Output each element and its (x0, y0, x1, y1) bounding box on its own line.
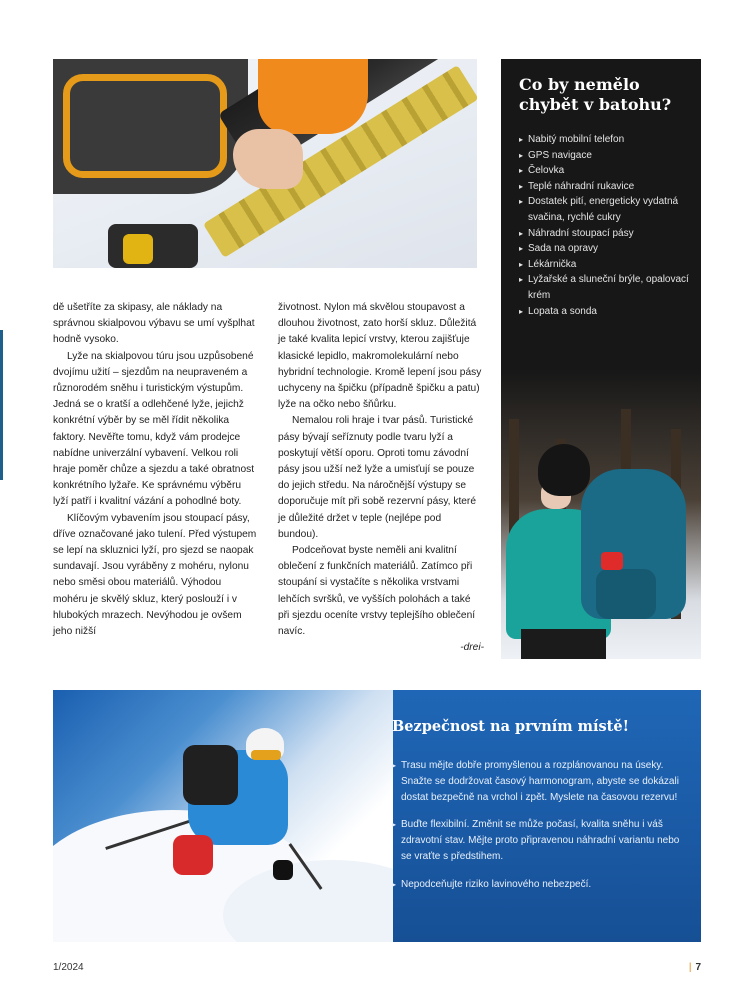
article-paragraph: Klíčovým vybavením jsou stoupací pásy, dříve označované jako tulení. Před výstupem se lepí na skluznici lyží, pro sjezd se naopak sundavají. Jsou vyráběny z mohéru, nylonu nebo směsi obou materiálů. Výhodou mohéru je skvělý skluz, který poslouží i v hlubokých mrazech. Nevýhodou je ovšem jeho nižší (53, 512, 257, 638)
backpack-checklist-box (501, 59, 701, 659)
photo-hiker-forest (501, 369, 701, 659)
photo-hiker-legs (521, 629, 606, 659)
checklist-item: ▸ Nabitý mobilní telefon (519, 132, 697, 148)
photo-backpack-pocket (596, 569, 656, 619)
safety-list (392, 758, 692, 905)
checklist-item: ▸ Dostatek pití, energeticky vydatná svačina, rychlé cukry (519, 194, 697, 225)
photo-orange-sleeve (258, 59, 368, 134)
author-signature: -drei- (460, 642, 484, 654)
checklist-item: ▸ Lékárnička (519, 257, 697, 273)
checklist-item: ▸ Lopata a sonda (519, 304, 697, 320)
article-column-2 (278, 300, 484, 656)
photo-hand (233, 129, 303, 189)
photo-skier-descent (53, 690, 393, 942)
article-paragraph: Podceňovat byste neměli ani kvalitní oblečení z funkčních materiálů. Zatímco při stoupání si vystačíte s několika vrstvami lehčích svršků, ve vyšších polohách a také při sjezdu oceníte vrstvy teplejšího oblečení navíc. (278, 545, 476, 638)
checklist-item: ▸ Teplé náhradní rukavice (519, 179, 697, 195)
checklist-item: ▸ Sada na opravy (519, 241, 697, 257)
photo-hiker-beanie (538, 444, 590, 496)
page-separator: | (688, 962, 692, 973)
photo-skier-pants (173, 835, 213, 875)
photo-red-bottle (601, 552, 623, 570)
safety-title: Bezpečnost na prvním místě! (392, 718, 629, 735)
safety-item: ▸ Nepodceňujte riziko lavinového nebezpečí. (392, 877, 692, 893)
page-number-block (689, 962, 701, 973)
article-column-1 (53, 300, 258, 640)
safety-item: ▸ Trasu mějte dobře promyšlenou a rozplánovanou na úseky. Snažte se dodržovat časový harmonogram, abyste se dokázali dostat bezpečně na vrchol i zpět. Myslete na časovou rezervu! (392, 758, 692, 805)
photo-skin-attaching (53, 59, 477, 268)
photo-binding (108, 224, 198, 268)
photo-skier-backpack (183, 745, 238, 805)
article-paragraph: Lyže na skialpovou túru jsou uzpůsobené dvojímu užití – sjezdům na neupraveném a různorodém sněhu i turistickým výstupům. Jedná se o kratší a odlehčené lyže, jejichž konkrétní výběr by se měl řídit několika faktory. Nevěřte tomu, když vám prodejce nabídne univerzální vybavení. Velkou roli hraje poměr chůze a sjezdu a také obratnost konkrétního lyžaře. Ke správnému výběru lyží patří i kvalitní vázání a pohodlné boty. (53, 350, 255, 508)
checklist-item: ▸ Čelovka (519, 163, 697, 179)
safety-box (53, 690, 701, 942)
checklist-list (519, 132, 697, 319)
checklist-item: ▸ Náhradní stoupací pásy (519, 226, 697, 242)
photo-skier-goggles (251, 750, 281, 760)
photo-binding-detail (123, 234, 153, 264)
article-paragraph: dě ušetříte za skipasy, ale náklady na správnou skialpovou výbavu se umí vyšplhat hodně vysoko. (53, 302, 255, 346)
page-number: 7 (695, 962, 701, 973)
page-edge-mark (0, 330, 3, 480)
article-paragraph: Nemalou roli hraje i tvar pásů. Turistické pásy bývají seříznuty podle tvaru lyží a poskytují větší oporu. Oproti tomu závodní pásy jsou užší než lyže a umisťují se pouze do jejich středu. Na náročnější výstupy se doporučuje mít při sobě rezervní pásy, které je důležité držet v teple (nejlépe pod bundou). (278, 415, 476, 540)
checklist-item: ▸ GPS navigace (519, 148, 697, 164)
photo-backpack-strap (63, 74, 227, 178)
article-paragraph: životnost. Nylon má skvělou stoupavost a dlouhou životnost, zato horší skluz. Důležitá je také kvalita lepicí vrstvy, kterou zajišťuje klasické lepidlo, makromolekulární nebo hybridní technologie. Kromě lepení jsou pásy uchyceny na špičku (případně špičku a patu) lyže na očko nebo šňůrku. (278, 302, 482, 411)
safety-item: ▸ Buďte flexibilní. Změnit se může počasí, kvalita sněhu i váš zdravotní stav. Mějte proto připravenou náhradní variantu nebo se vraťte s předstihem. (392, 817, 692, 864)
issue-number: 1/2024 (53, 962, 84, 973)
checklist-item: ▸ Lyžařské a sluneční brýle, opalovací krém (519, 272, 697, 303)
photo-skier-glove (273, 860, 293, 880)
checklist-title: Co by nemělo chybět v batohu? (519, 75, 672, 114)
